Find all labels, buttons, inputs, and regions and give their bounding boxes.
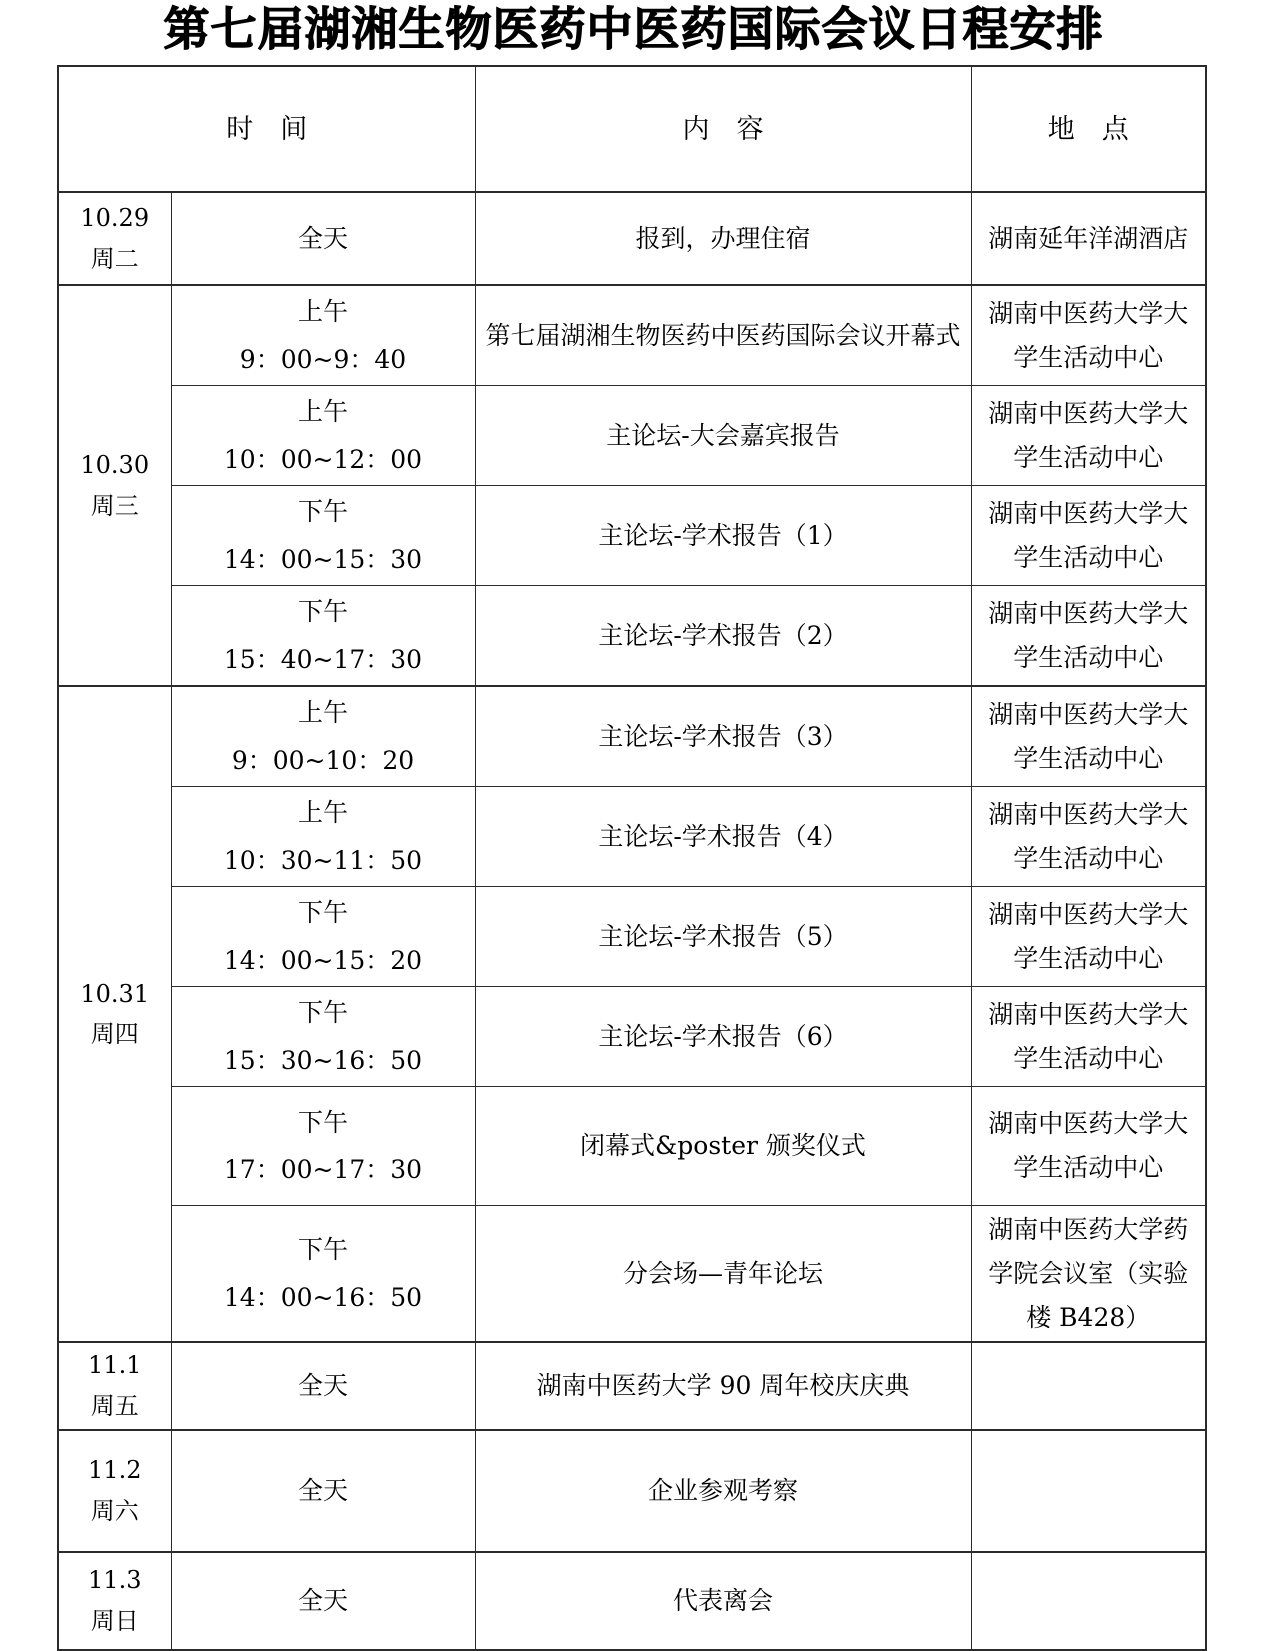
time-cell <box>171 586 475 687</box>
document-title: 第七届湖湘生物医药中医药国际会议日程安排 <box>163 2 1104 56</box>
date-cell <box>58 1430 171 1552</box>
table-row <box>58 1206 1206 1343</box>
time-range-text: 9：00~9：40 <box>239 344 407 374</box>
table-row <box>58 1342 1206 1430</box>
time-cell <box>171 887 475 987</box>
time-cell <box>171 192 475 285</box>
time-cell <box>171 1206 475 1343</box>
content-cell: 报到，办理住宿 <box>475 192 971 285</box>
weekday-text: 周三 <box>90 491 139 520</box>
table-row <box>58 486 1206 586</box>
time-cell <box>171 987 475 1087</box>
location-cell <box>971 1430 1206 1552</box>
time-range-text: 15：40~17：30 <box>223 644 423 674</box>
table-row <box>58 1430 1206 1552</box>
date-cell <box>58 1552 171 1650</box>
time-range-text: 10：00~12：00 <box>223 444 423 474</box>
content-cell: 主论坛-学术报告（3） <box>475 686 971 787</box>
weekday-text: 周二 <box>90 244 139 273</box>
header-location: 地 点 <box>971 66 1206 192</box>
content-cell: 企业参观考察 <box>475 1430 971 1552</box>
table-row <box>58 285 1206 386</box>
time-range-text: 14：00~16：50 <box>223 1282 423 1312</box>
period-text: 全天 <box>297 1371 348 1401</box>
header-content: 内 容 <box>475 66 971 192</box>
content-cell: 主论坛-学术报告（4） <box>475 787 971 887</box>
date-text: 10.31 <box>80 979 150 1008</box>
time-cell <box>171 386 475 486</box>
schedule-table <box>57 65 1207 1651</box>
date-cell <box>58 285 171 686</box>
date-text: 11.2 <box>88 1456 142 1485</box>
period-text: 下午 <box>297 998 348 1028</box>
time-range-text: 9：00~10：20 <box>231 745 415 775</box>
table-row <box>58 787 1206 887</box>
header-time: 时 间 <box>58 66 475 192</box>
table-row <box>58 586 1206 687</box>
weekday-text: 周五 <box>90 1392 139 1421</box>
date-cell <box>58 686 171 1342</box>
table-row <box>58 192 1206 285</box>
location-cell: 湖南中医药大学大学生活动中心 <box>971 285 1206 386</box>
content-cell: 分会场—青年论坛 <box>475 1206 971 1343</box>
content-cell: 代表离会 <box>475 1552 971 1650</box>
weekday-text: 周日 <box>90 1607 139 1636</box>
time-range-text: 14：00~15：20 <box>223 945 423 975</box>
time-range-text: 10：30~11：50 <box>223 845 423 875</box>
location-cell: 湖南中医药大学大学生活动中心 <box>971 686 1206 787</box>
date-text: 11.3 <box>88 1566 142 1595</box>
period-text: 上午 <box>297 798 348 828</box>
header-row <box>58 66 1206 192</box>
date-text: 10.29 <box>80 203 150 232</box>
period-text: 下午 <box>297 898 348 928</box>
time-range-text: 17：00~17：30 <box>223 1155 423 1185</box>
location-cell: 湖南中医药大学大学生活动中心 <box>971 787 1206 887</box>
period-text: 下午 <box>297 1235 348 1265</box>
content-cell: 主论坛-学术报告（5） <box>475 887 971 987</box>
table-row <box>58 987 1206 1087</box>
location-cell: 湖南中医药大学大学生活动中心 <box>971 1087 1206 1206</box>
schedule-table-body <box>58 66 1206 1650</box>
location-cell <box>971 1552 1206 1650</box>
period-text: 全天 <box>297 1476 348 1506</box>
table-row <box>58 686 1206 787</box>
period-text: 下午 <box>297 1107 348 1137</box>
date-text: 11.1 <box>88 1351 142 1380</box>
content-cell: 第七届湖湘生物医药中医药国际会议开幕式 <box>475 285 971 386</box>
period-text: 全天 <box>297 1586 348 1616</box>
period-text: 下午 <box>297 497 348 527</box>
table-row <box>58 1087 1206 1206</box>
time-cell <box>171 1430 475 1552</box>
content-cell: 湖南中医药大学 90 周年校庆庆典 <box>475 1342 971 1430</box>
content-cell: 主论坛-学术报告（6） <box>475 987 971 1087</box>
content-cell: 主论坛-学术报告（2） <box>475 586 971 687</box>
date-cell <box>58 1342 171 1430</box>
table-row <box>58 887 1206 987</box>
location-cell: 湖南中医药大学大学生活动中心 <box>971 386 1206 486</box>
location-cell: 湖南中医药大学大学生活动中心 <box>971 486 1206 586</box>
content-cell: 主论坛-学术报告（1） <box>475 486 971 586</box>
time-cell <box>171 1552 475 1650</box>
time-cell <box>171 1087 475 1206</box>
table-row <box>58 1552 1206 1650</box>
location-cell: 湖南中医药大学药学院会议室（实验楼 B428） <box>971 1206 1206 1343</box>
time-cell <box>171 285 475 386</box>
weekday-text: 周六 <box>90 1497 139 1526</box>
period-text: 下午 <box>297 597 348 627</box>
location-cell <box>971 1342 1206 1430</box>
location-cell: 湖南延年洋湖酒店 <box>971 192 1206 285</box>
time-range-text: 14：00~15：30 <box>223 544 423 574</box>
content-cell: 闭幕式&poster 颁奖仪式 <box>475 1087 971 1206</box>
date-cell <box>58 192 171 285</box>
time-range-text: 15：30~16：50 <box>223 1045 423 1075</box>
period-text: 上午 <box>297 397 348 427</box>
time-cell <box>171 686 475 787</box>
table-row <box>58 386 1206 486</box>
time-cell <box>171 486 475 586</box>
location-cell: 湖南中医药大学大学生活动中心 <box>971 987 1206 1087</box>
content-cell: 主论坛-大会嘉宾报告 <box>475 386 971 486</box>
period-text: 全天 <box>297 223 348 253</box>
date-text: 10.30 <box>80 450 150 479</box>
location-cell: 湖南中医药大学大学生活动中心 <box>971 887 1206 987</box>
time-cell <box>171 1342 475 1430</box>
weekday-text: 周四 <box>90 1020 139 1049</box>
time-cell <box>171 787 475 887</box>
period-text: 上午 <box>297 297 348 327</box>
period-text: 上午 <box>297 698 348 728</box>
location-cell: 湖南中医药大学大学生活动中心 <box>971 586 1206 687</box>
